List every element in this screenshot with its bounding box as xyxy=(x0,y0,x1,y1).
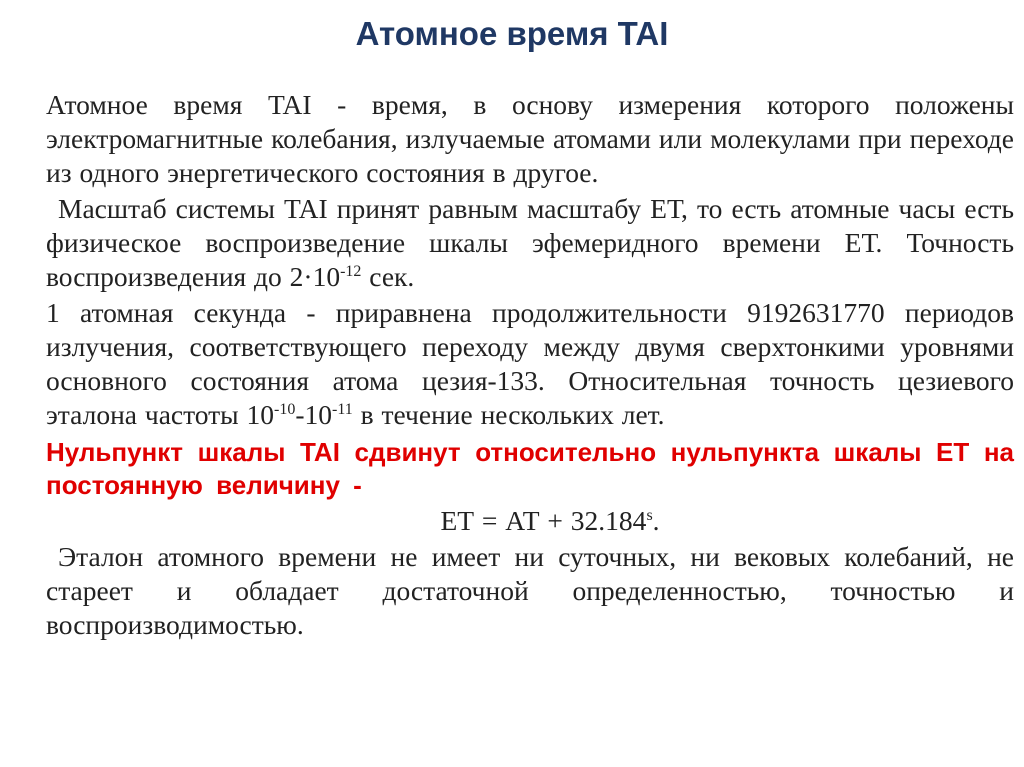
atomic-second-exp1: -10 xyxy=(274,401,296,418)
paragraph-atomic-second xyxy=(46,296,1014,432)
atomic-second-tail: в течение нескольких лет. xyxy=(352,399,665,430)
formula xyxy=(46,504,1014,538)
scale-tail: сек. xyxy=(361,261,415,292)
slide-body xyxy=(46,88,1014,644)
paragraph-definition: Атомное время TAI - время, в основу измерения которого положены электромагнитные колебания, излучаемые атомами или молекулами при переходе из одного энергетического состояния в другое. xyxy=(46,89,1014,188)
slide-title: Атомное время TAI xyxy=(355,15,669,52)
paragraph-scale xyxy=(46,192,1014,294)
atomic-second-exp2: -11 xyxy=(332,401,353,418)
paragraph-standard: Эталон атомного времени не имеет ни суточных, ни вековых колебаний, не стареет и обладает достаточной определенностью, точностью и воспроизводимостью. xyxy=(46,541,1014,640)
atomic-second-mid: -10 xyxy=(295,399,333,430)
scale-text: Масштаб системы TAI принят равным масштабу ЕТ, то есть атомные часы есть физическое воспроизведение шкалы эфемеридного времени ЕТ. Точность воспроизведения до 2·10 xyxy=(46,193,1014,292)
paragraph-zero-point: Нульпункт шкалы TAI сдвинут относительно нульпункта шкалы ЕТ на постоянную величину - xyxy=(46,437,1014,500)
formula-text: ЕТ = АТ + 32.184 xyxy=(440,505,647,536)
formula-tail: . xyxy=(652,505,660,536)
atomic-second-text: 1 атомная секунда - приравнена продолжительности 9192631770 периодов излучения, соответствующего переходу между двумя сверхтонкими уровнями основного состояния атома цезия-133. Относительная точность цезиевого эталона частоты 10 xyxy=(46,297,1014,430)
formula-exponent: s xyxy=(646,507,653,524)
scale-exponent: -12 xyxy=(340,263,362,280)
